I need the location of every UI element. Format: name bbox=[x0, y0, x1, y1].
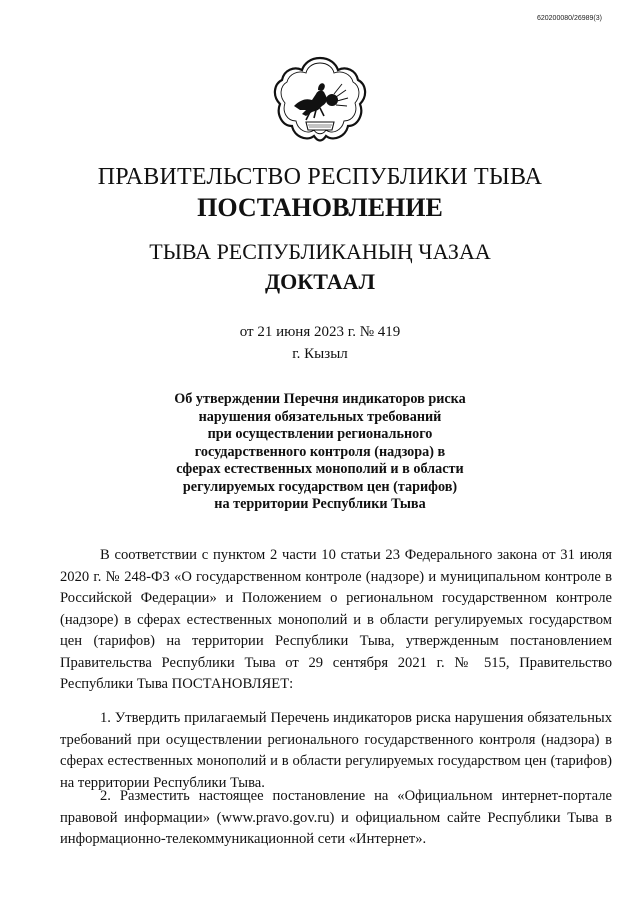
clause-1-paragraph: 1. Утвердить прилагаемый Перечень индикаторов риска нарушения обязательных требований при осуществлении регионального государственного контроля (надзора) в сферах естественных монополий и в области регулируемых государством цен (тарифов) на территории Республики Тыва. bbox=[60, 710, 612, 791]
decree-date-number: от 21 июня 2023 г. № 419 bbox=[239, 324, 401, 340]
tuvan-government-title: ТЫВА РЕСПУБЛИКАНЫҢ ЧАЗАА bbox=[149, 239, 491, 264]
subject-line: Об утверждении Перечня индикаторов риска bbox=[174, 391, 466, 407]
document-header bbox=[0, 163, 640, 295]
decree-subject bbox=[150, 391, 490, 514]
tuva-coat-of-arms-icon bbox=[272, 54, 368, 146]
subject-line: на территории Республики Тыва bbox=[214, 496, 426, 512]
clause-2-paragraph: 2. Разместить настоящее постановление на «Официальном интернет-портале правовой информации» (www.pravo.gov.ru) и официальном сайте Республики Тыва в информационно-телекоммуникационной сети «Интернет». bbox=[60, 788, 612, 847]
tuvan-decree-title: ДОКТААЛ bbox=[265, 269, 375, 294]
decree-place: г. Кызыл bbox=[292, 346, 348, 362]
decree-title: ПОСТАНОВЛЕНИЕ bbox=[197, 193, 443, 222]
preamble-paragraph: В соответствии с пунктом 2 части 10 статьи 23 Федерального закона от 31 июля 2020 г. № 248-ФЗ «О государственном контроле (надзоре) и муниципальном контроле в Российской Федерации» и Положением о региональном государственном контроле (надзоре) в сферах естественных монополий и в области регулируемых государством цен (тарифов) на территории Республики Тыва, утвержденным постановлением Правительства Республики Тыва от 29 сентября 2021 г. № 515, Правительство Республики Тыва ПОСТАНОВЛЯЕТ: bbox=[60, 547, 612, 692]
subject-line: сферах естественных монополий и в области bbox=[176, 461, 464, 477]
government-title: ПРАВИТЕЛЬСТВО РЕСПУБЛИКИ ТЫВА bbox=[97, 164, 543, 190]
subject-line: нарушения обязательных требований bbox=[198, 408, 442, 425]
document-code: 620200080/26989(3) bbox=[536, 15, 602, 22]
subject-line: при осуществлении регионального bbox=[207, 426, 433, 442]
subject-line: государственного контроля (надзора) в bbox=[194, 443, 446, 460]
subject-line: регулируемых государством цен (тарифов) bbox=[182, 478, 458, 495]
